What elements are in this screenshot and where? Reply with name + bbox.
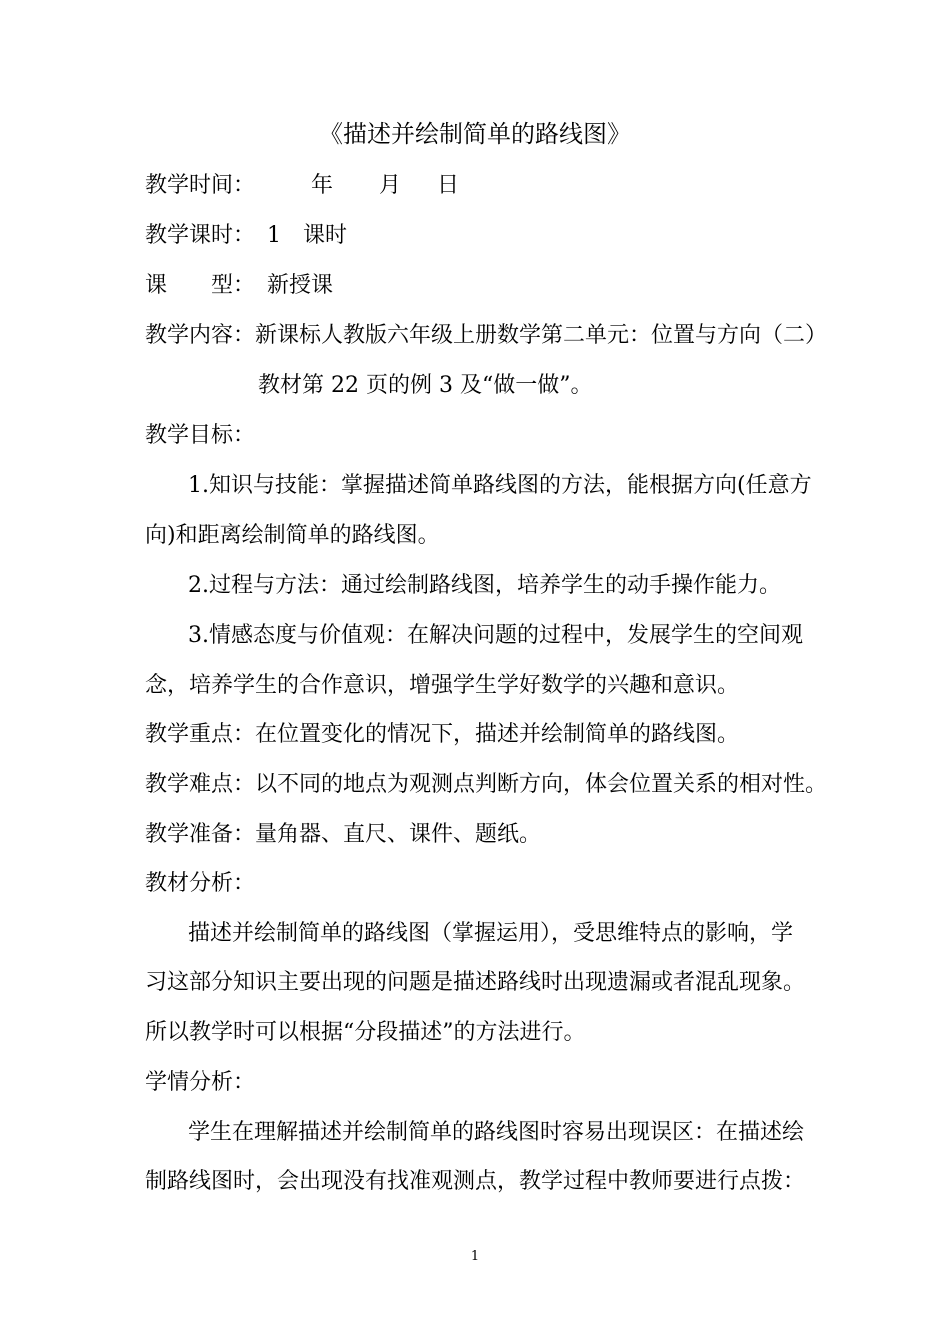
class-hours-unit: 课时: [303, 223, 348, 248]
lesson-type-label-b: 型：: [211, 273, 256, 298]
class-hours-row: [145, 221, 815, 251]
preparation: 教学准备：量角器、直尺、课件、题纸。: [145, 822, 542, 847]
material-analysis-line-3: 所以教学时可以根据“分段描述”的方法进行。: [145, 1020, 586, 1045]
lesson-type-value: 新授课: [267, 273, 334, 298]
lesson-type-row: [145, 271, 815, 301]
student-analysis-line-1: 学生在理解描述并绘制简单的路线图时容易出现误区：在描述绘: [188, 1120, 805, 1145]
lesson-type-label-a: 课: [145, 273, 168, 298]
key-point: 教学重点：在位置变化的情况下，描述并绘制简单的路线图。: [145, 722, 740, 747]
teaching-time-label: 教学时间：: [145, 173, 256, 198]
goal-1-line-2: 向)和距离绘制简单的路线图。: [145, 523, 440, 548]
goals-heading: 教学目标：: [145, 423, 256, 448]
material-analysis-heading: 教材分析：: [145, 871, 256, 896]
goal-3-line-1: 3.情感态度与价值观：在解决问题的过程中，发展学生的空间观: [188, 623, 803, 648]
goal-1-line-1: 1.知识与技能：掌握描述简单路线图的方法，能根据方向(任意方: [188, 473, 812, 498]
teaching-time-day: 日: [437, 173, 460, 198]
student-analysis-heading: 学情分析：: [145, 1070, 256, 1095]
goal-3-line-2: 念，培养学生的合作意识，增强学生学好数学的兴趣和意识。: [145, 673, 740, 698]
difficulty: 教学难点：以不同的地点为观测点判断方向，体会位置关系的相对性。: [145, 772, 828, 797]
goal-2: 2.过程与方法：通过绘制路线图，培养学生的动手操作能力。: [188, 573, 781, 598]
class-hours-value: 1: [267, 223, 282, 248]
material-analysis-line-1: 描述并绘制简单的路线图（掌握运用），受思维特点的影响，学: [188, 921, 794, 946]
material-analysis-line-2: 习这部分知识主要出现的问题是描述路线时出现遗漏或者混乱现象。: [145, 970, 806, 995]
teaching-time-month: 月: [379, 173, 402, 198]
content-line-1: 教学内容：新课标人教版六年级上册数学第二单元：位置与方向（二）: [145, 323, 828, 348]
student-analysis-line-2: 制路线图时，会出现没有找准观测点，教学过程中教师要进行点拨：: [145, 1169, 806, 1194]
document-title: 《描述并绘制简单的路线图》: [319, 120, 631, 148]
teaching-time-year: 年: [311, 173, 334, 198]
class-hours-label: 教学课时：: [145, 223, 256, 248]
content-line-2: 教材第 22 页的例 3 及“做一做”。: [258, 373, 593, 398]
page-number: 1: [470, 1249, 480, 1264]
teaching-time-row: [145, 171, 815, 201]
